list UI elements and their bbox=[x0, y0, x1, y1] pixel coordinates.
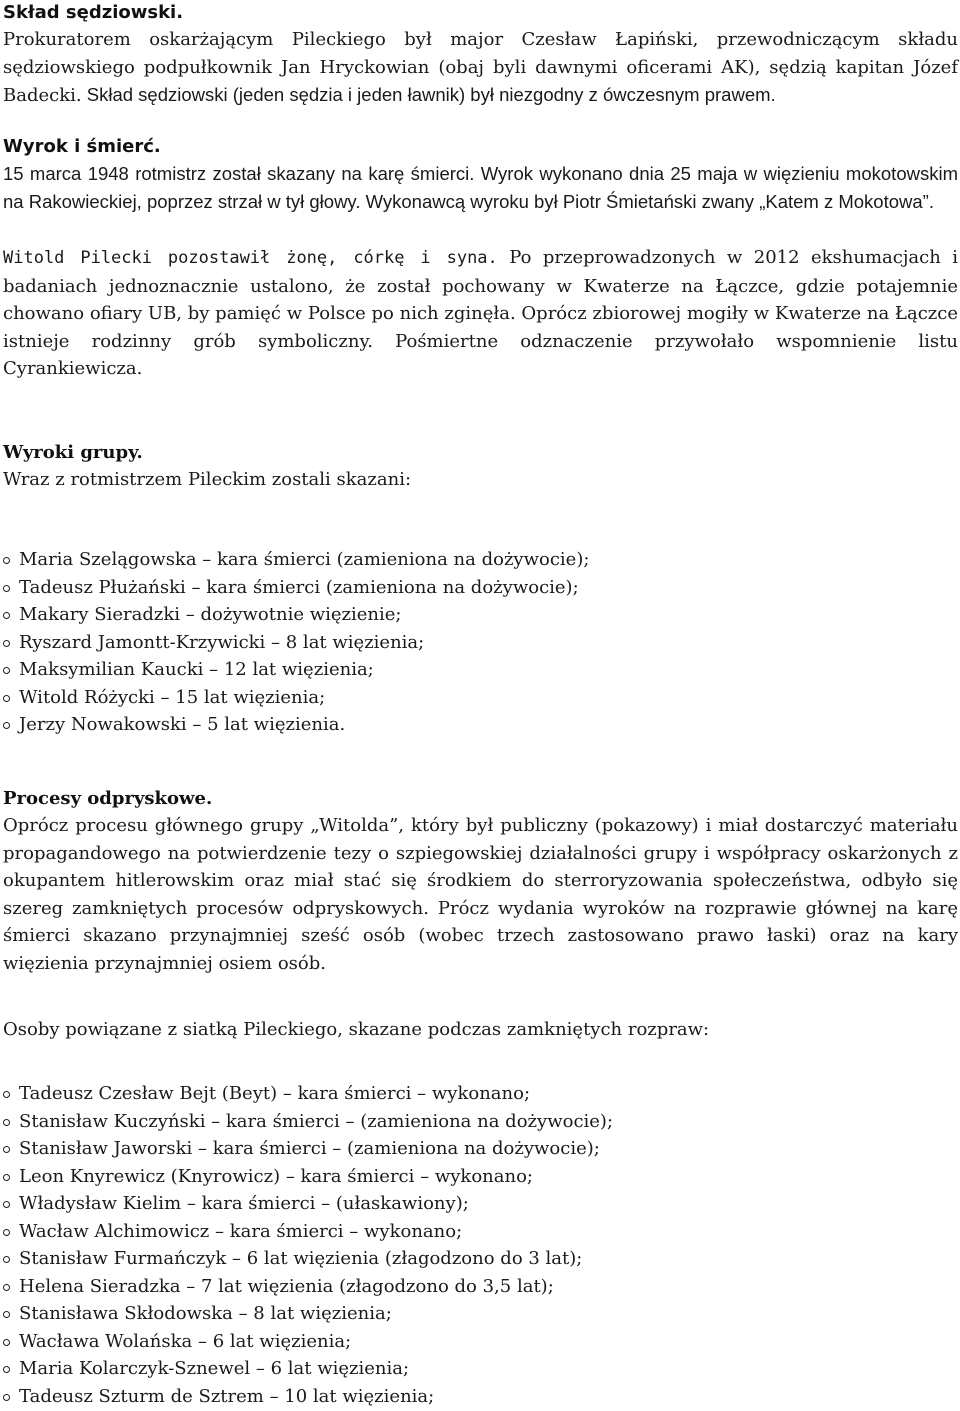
list-item: Stanisław Furmańczyk – 6 lat więzienia (złagodzono do 3 lat); bbox=[3, 1245, 958, 1273]
section-heading: Wyrok i śmierć. bbox=[3, 136, 161, 157]
paragraph-text: Witold Pilecki pozostawił żonę, córkę i syna. bbox=[3, 248, 498, 268]
section-heading: Procesy odpryskowe. bbox=[3, 788, 213, 809]
list-item: Makary Sieradzki – dożywotnie więzienie; bbox=[3, 601, 958, 629]
convicted-list-section bbox=[3, 546, 958, 739]
section-family bbox=[3, 244, 958, 383]
section-procesy bbox=[3, 786, 958, 977]
convicted-list bbox=[3, 546, 958, 739]
paragraph: 15 marca 1948 rotmistrz został skazany na karę śmierci. Wyrok wykonano dnia 25 maja w więzieniu mokotowskim na Rakowieckiej, poprzez strzał w tył głowy. Wykonawcą wyroku był Piotr Śmietański zwany „Katem z Mokotowa”. bbox=[3, 163, 958, 212]
paragraph bbox=[3, 244, 958, 383]
list-item: Stanisława Skłodowska – 8 lat więzienia; bbox=[3, 1300, 958, 1328]
associated-list-section bbox=[3, 1080, 958, 1410]
section-group bbox=[3, 440, 958, 494]
list-item: Stanisław Jaworski – kara śmierci – (zamieniona na dożywocie); bbox=[3, 1135, 958, 1163]
paragraph-text: Skład sędziowski (jeden sędzia i jeden ławnik) był niezgodny z ówczesnym prawem. bbox=[81, 84, 776, 105]
paragraph: Oprócz procesu głównego grupy „Witolda”, który był publiczny (pokazowy) i miał dostarczyć materiału propagandowego na potwierdzenie tezy o szpiegowskiej działalności grupy i współpracy oskarżonych z okupantem hitlerowskim oraz miał stać się środkiem do sterroryzowania społeczeństwa, odbyło się szereg zamkniętych procesów odpryskowych. Prócz wydania wyroków na rozprawie głównej na karę śmierci skazano przynajmniej sześć osób (wobec trzech zastosowano prawo łaski) oraz na kary więzienia przynajmniej osiem osób. bbox=[3, 815, 958, 974]
list-item: Maksymilian Kaucki – 12 lat więzienia; bbox=[3, 656, 958, 684]
list-item: Wacława Wolańska – 6 lat więzienia; bbox=[3, 1328, 958, 1356]
list-item: Tadeusz Czesław Bejt (Beyt) – kara śmierci – wykonano; bbox=[3, 1080, 958, 1108]
section-sklad bbox=[3, 0, 958, 110]
list-item: Leon Knyrewicz (Knyrowicz) – kara śmierci – wykonano; bbox=[3, 1163, 958, 1191]
section-wyrok bbox=[3, 134, 958, 215]
list-item: Ryszard Jamontt-Krzywicki – 8 lat więzienia; bbox=[3, 629, 958, 657]
associated-list bbox=[3, 1080, 958, 1410]
list-item: Witold Różycki – 15 lat więzienia; bbox=[3, 684, 958, 712]
list-item: Stanisław Kuczyński – kara śmierci – (zamieniona na dożywocie); bbox=[3, 1108, 958, 1136]
paragraph-text: Prokuratorem oskarżającym Pileckiego był major Czesław Łapiński, przewodniczącym składu sędziowskiego podpułkownik Jan Hryckowian (obaj byli dawnymi oficerami AK), sędzią kapitan Józef Badecki. bbox=[3, 29, 958, 106]
list-item: Maria Szelągowska – kara śmierci (zamieniona na dożywocie); bbox=[3, 546, 958, 574]
list-item: Władysław Kielim – kara śmierci – (ułaskawiony); bbox=[3, 1190, 958, 1218]
section-heading: Wyroki grupy. bbox=[3, 442, 143, 463]
list-item: Jerzy Nowakowski – 5 lat więzienia. bbox=[3, 711, 958, 739]
list-item: Maria Kolarczyk-Sznewel – 6 lat więzienia; bbox=[3, 1355, 958, 1383]
section-heading: Skład sędziowski. bbox=[3, 2, 184, 23]
list-item: Tadeusz Płużański – kara śmierci (zamieniona na dożywocie); bbox=[3, 574, 958, 602]
list-item: Wacław Alchimowicz – kara śmierci – wykonano; bbox=[3, 1218, 958, 1246]
list-intro: Osoby powiązane z siatką Pileckiego, skazane podczas zamkniętych rozpraw: bbox=[3, 1019, 710, 1040]
associated-intro-section bbox=[3, 1016, 958, 1044]
paragraph bbox=[3, 26, 958, 110]
list-item: Tadeusz Szturm de Sztrem – 10 lat więzienia; bbox=[3, 1383, 958, 1411]
list-item: Helena Sieradzka – 7 lat więzienia (złagodzono do 3,5 lat); bbox=[3, 1273, 958, 1301]
list-intro: Wraz z rotmistrzem Pileckim zostali skazani: bbox=[3, 469, 412, 490]
paragraph-text: Po przeprowadzonych w 2012 ekshumacjach i badaniach jednoznacznie ustalono, że został pochowany w Kwaterze na Łączce, gdzie potajemnie chowano ofiary UB, by pamięć w Polsce po nich zginęła. Oprócz zbiorowej mogiły w Kwaterze na Łączce istnieje rodzinny grób symboliczny. Pośmiertne odznaczenie przywołało wspomnienie listu Cyrankiewicza. bbox=[3, 247, 958, 379]
